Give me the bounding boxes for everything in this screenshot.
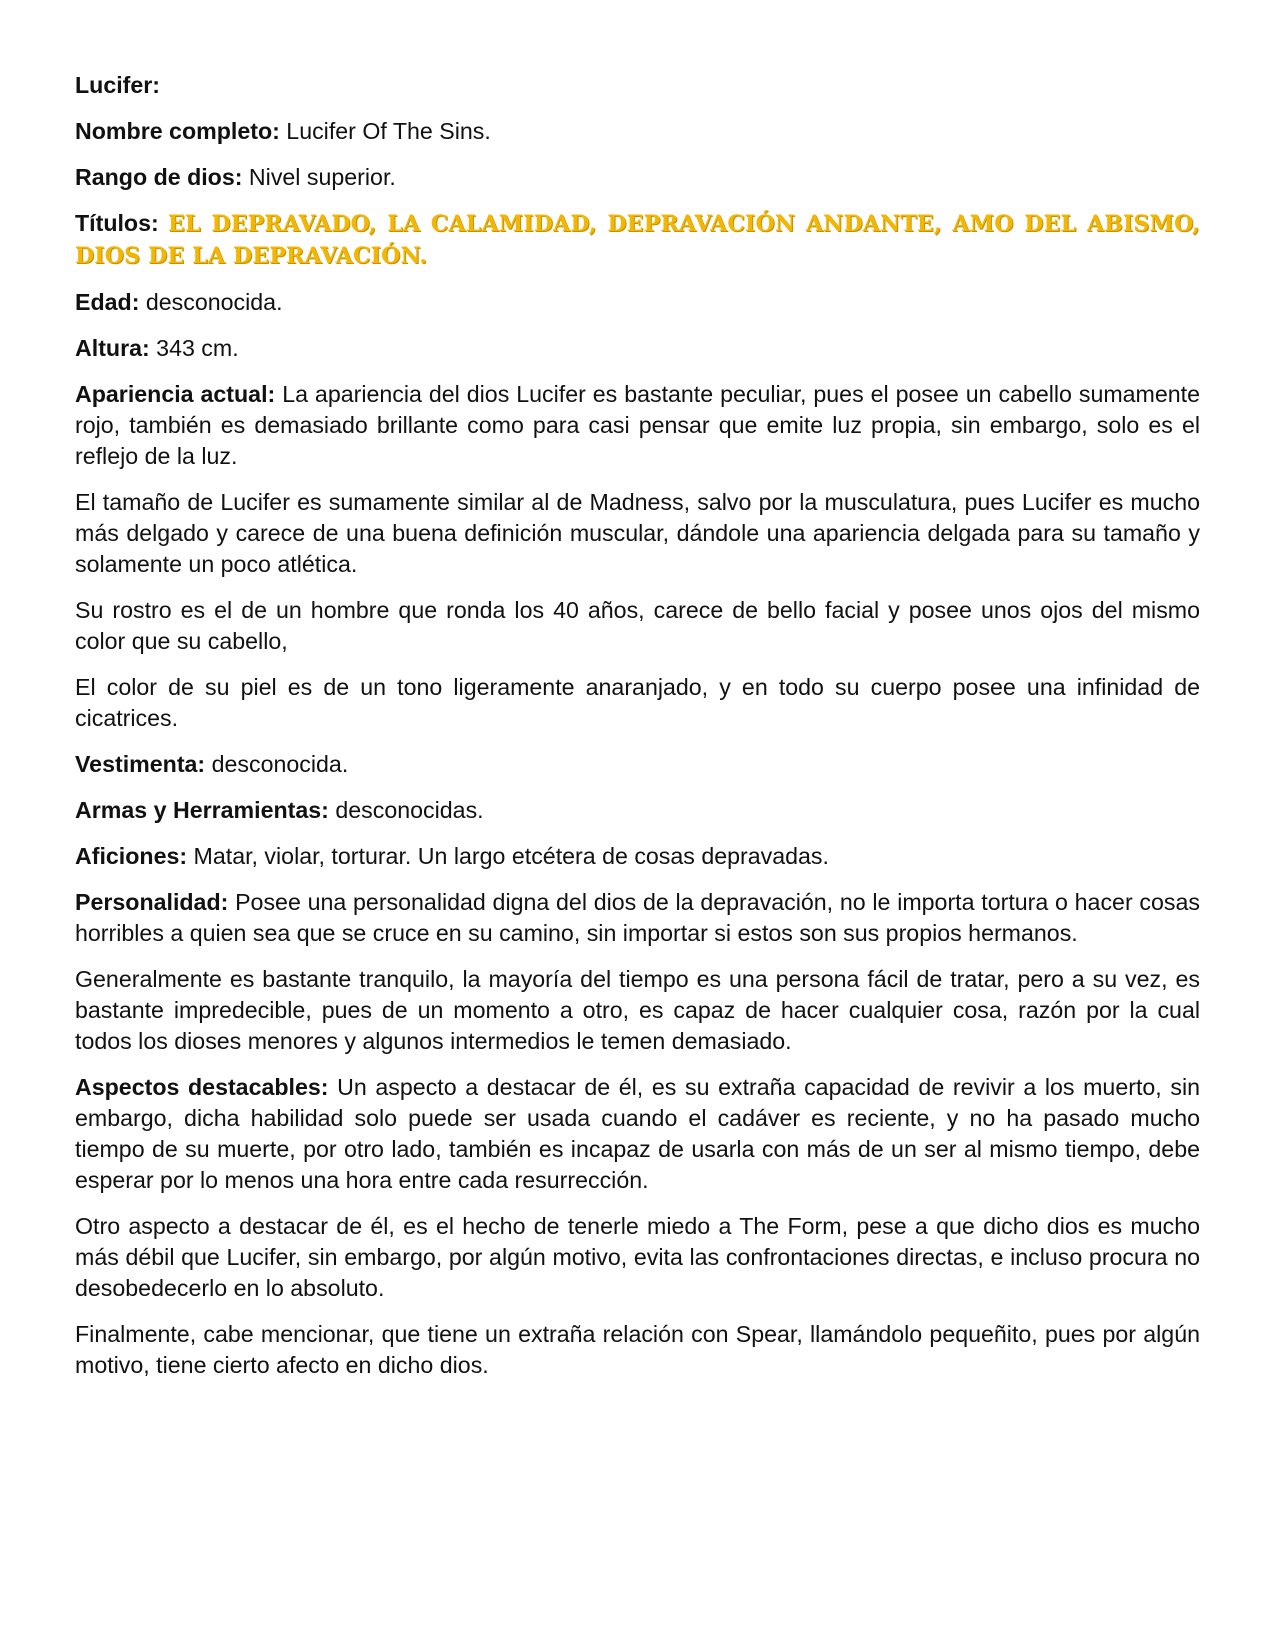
apariencia-label: Apariencia actual: <box>75 381 276 407</box>
field-titulos <box>75 208 1200 272</box>
edad-label: Edad: <box>75 289 140 315</box>
document-page <box>75 70 1200 1396</box>
personalidad-paragraph: Generalmente es bastante tranquilo, la mayoría del tiempo es una persona fácil de tratar, pero a su vez, es bastante impredecible, pues de un momento a otro, es capaz de hacer cualquier cosa, razón por la cual todos los dioses menores y algunos intermedios le temen demasiado. <box>75 966 1200 1054</box>
nombre-completo-value: Lucifer Of The Sins. <box>286 118 491 144</box>
field-apariencia <box>75 379 1200 472</box>
apariencia-paragraph: El color de su piel es de un tono ligeramente anaranjado, y en todo su cuerpo posee una infinidad de cicatrices. <box>75 674 1200 731</box>
titulos-label: Títulos: <box>75 210 159 236</box>
field-rango <box>75 162 1200 193</box>
vestimenta-value: desconocida. <box>211 751 349 777</box>
vestimenta-label: Vestimenta: <box>75 751 206 777</box>
aspectos-paragraph: Finalmente, cabe mencionar, que tiene un extraña relación con Spear, llamándolo pequeñito, pues por algún motivo, tiene cierto afecto en dicho dios. <box>75 1321 1200 1378</box>
field-aspectos <box>75 1072 1200 1196</box>
edad-value: desconocida. <box>145 289 283 315</box>
field-aficiones <box>75 841 1200 872</box>
titulos-value: EL DEPRAVADO, LA CALAMIDAD, DEPRAVACIÓN ANDANTE, AMO DEL ABISMO, DIOS DE LA DEPRAVACIÓN. <box>75 211 1201 269</box>
personalidad-value: Posee una personalidad digna del dios de la depravación, no le importa tortura o hacer cosas horribles a quien sea que se cruce en su camino, sin importar si estos son sus propios hermanos. <box>75 889 1200 946</box>
aficiones-value: Matar, violar, torturar. Un largo etcétera de cosas depravadas. <box>193 843 829 869</box>
aspectos-value: Un aspecto a destacar de él, es su extraña capacidad de revivir a los muerto, sin embargo, dicha habilidad solo puede ser usada cuando el cadáver es reciente, y no ha pasado mucho tiempo de su muerte, por otro lado, también es incapaz de usarla con más de un ser al mismo tiempo, debe esperar por lo menos una hora entre cada resurrección. <box>75 1074 1200 1193</box>
rango-value: Nivel superior. <box>248 164 396 190</box>
rango-label: Rango de dios: <box>75 164 243 190</box>
aspectos-label: Aspectos destacables: <box>75 1074 329 1100</box>
apariencia-paragraph: El tamaño de Lucifer es sumamente similar al de Madness, salvo por la musculatura, pues Lucifer es mucho más delgado y carece de una buena definición muscular, dándole una apariencia delgada para su tamaño y solamente un poco atlética. <box>75 489 1200 577</box>
nombre-completo-label: Nombre completo: <box>75 118 280 144</box>
apariencia-value: La apariencia del dios Lucifer es bastante peculiar, pues el posee un cabello sumamente rojo, también es demasiado brillante como para casi pensar que emite luz propia, sin embargo, solo es el reflejo de la luz. <box>75 381 1201 469</box>
personalidad-label: Personalidad: <box>75 889 229 915</box>
field-nombre-completo <box>75 116 1200 147</box>
armas-value: desconocidas. <box>335 797 484 823</box>
field-vestimenta <box>75 749 1200 780</box>
field-personalidad <box>75 887 1200 949</box>
apariencia-paragraph: Su rostro es el de un hombre que ronda los 40 años, carece de bello facial y posee unos ojos del mismo color que su cabello, <box>75 597 1200 654</box>
field-altura <box>75 333 1200 364</box>
aspectos-paragraph: Otro aspecto a destacar de él, es el hecho de tenerle miedo a The Form, pese a que dicho dios es mucho más débil que Lucifer, sin embargo, por algún motivo, evita las confrontaciones directas, e incluso procura no desobedecerlo en lo absoluto. <box>75 1213 1200 1301</box>
armas-label: Armas y Herramientas: <box>75 797 329 823</box>
character-heading: Lucifer: <box>75 72 161 98</box>
altura-value: 343 cm. <box>156 335 239 361</box>
field-armas <box>75 795 1200 826</box>
field-edad <box>75 287 1200 318</box>
aficiones-label: Aficiones: <box>75 843 188 869</box>
altura-label: Altura: <box>75 335 150 361</box>
